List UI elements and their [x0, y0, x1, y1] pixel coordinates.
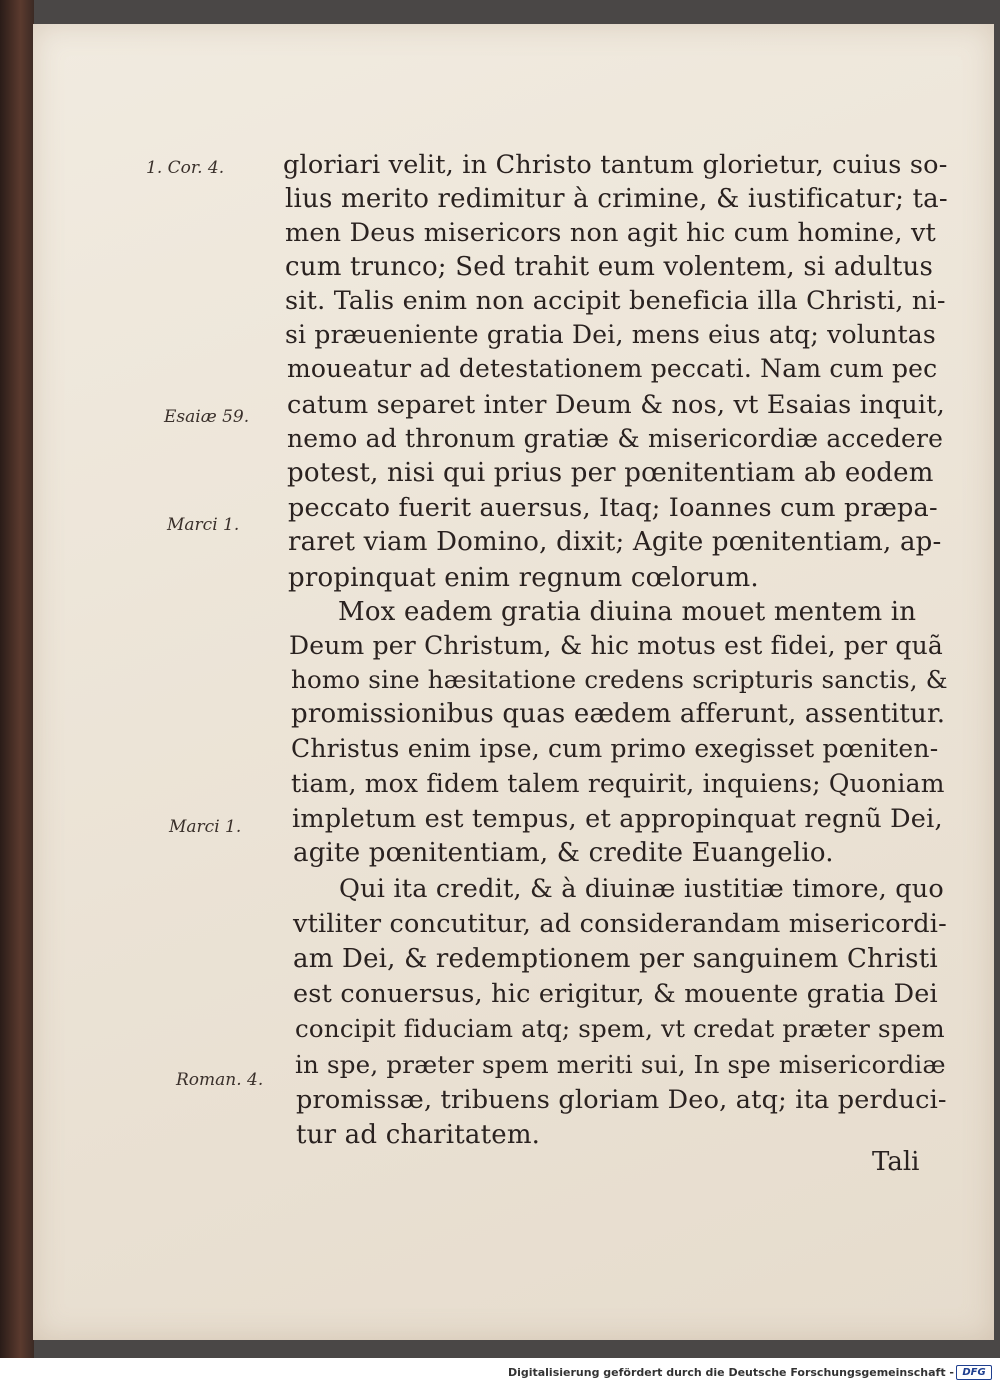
text-line: catum separet inter Deum & nos, vt Esaias inquit, — [287, 390, 945, 420]
dfg-logo: DFG — [956, 1365, 992, 1380]
text-line: Christus enim ipse, cum primo exegisset pœniten- — [291, 734, 939, 763]
text-line: si præueniente gratia Dei, mens eius atq; voluntas — [285, 320, 936, 349]
text-line: Qui ita credit, & à diuinæ iustitiæ timore, quo — [339, 874, 944, 904]
text-line: promissionibus quas eædem afferunt, assentitur. — [291, 699, 946, 729]
margin-note: 1. Cor. 4. — [146, 158, 225, 178]
text-line: sit. Talis enim non accipit beneficia illa Christi, ni- — [285, 286, 946, 316]
text-line: tur ad charitatem. — [296, 1120, 541, 1150]
text-line: est conuersus, hic erigitur, & mouente gratia Dei — [293, 979, 938, 1009]
text-line: homo sine hæsitatione credens scripturis sanctis, & — [291, 665, 948, 694]
text-line: propinquat enim regnum cœlorum. — [288, 563, 759, 593]
text-line: cum trunco; Sed trahit eum volentem, si adultus — [285, 252, 934, 282]
margin-note: Roman. 4. — [176, 1070, 264, 1090]
text-line: men Deus misericors non agit hic cum homine, vt — [285, 218, 937, 248]
margin-note: Marci 1. — [169, 817, 242, 837]
book-page — [33, 24, 994, 1340]
catchword: Tali — [872, 1147, 920, 1177]
text-line: in spe, præter spem meriti sui, In spe misericordiæ — [295, 1050, 946, 1079]
text-line: concipit fiduciam atq; spem, vt credat præter spem — [295, 1014, 945, 1043]
text-line: raret viam Domino, dixit; Agite pœnitentiam, ap- — [288, 527, 942, 557]
text-line: promissæ, tribuens gloriam Deo, atq; ita perduci- — [296, 1085, 947, 1115]
text-line: Mox eadem gratia diuina mouet mentem in — [338, 597, 917, 627]
text-line: tiam, mox fidem talem requirit, inquiens; Quoniam — [291, 769, 945, 798]
text-line: peccato fuerit auersus, Itaq; Ioannes cum præpa- — [288, 493, 938, 523]
margin-note: Marci 1. — [167, 515, 240, 535]
text-line: agite pœnitentiam, & credite Euangelio. — [293, 838, 834, 868]
text-line: lius merito redimitur à crimine, & iustificatur; ta- — [285, 184, 948, 214]
text-line: gloriari velit, in Christo tantum glorietur, cuius so- — [283, 150, 948, 180]
text-line: moueatur ad detestationem peccati. Nam cum pec — [287, 354, 938, 383]
text-line: potest, nisi qui prius per pœnitentiam ab eodem — [287, 458, 934, 488]
text-line: impletum est tempus, et appropinquat regnũ Dei, — [292, 804, 943, 834]
footer-credit-text: Digitalisierung gefördert durch die Deutsche Forschungsgemeinschaft - — [507, 1366, 954, 1379]
text-line: nemo ad thronum gratiæ & misericordiæ accedere — [287, 424, 944, 453]
margin-note: Esaiæ 59. — [164, 407, 250, 427]
text-line: vtiliter concutitur, ad considerandam misericordi- — [293, 909, 947, 939]
text-line: am Dei, & redemptionem per sanguinem Christi — [293, 944, 938, 974]
text-line: Deum per Christum, & hic motus est fidei, per quã — [289, 631, 944, 660]
book-edge-shadow — [0, 0, 34, 1358]
